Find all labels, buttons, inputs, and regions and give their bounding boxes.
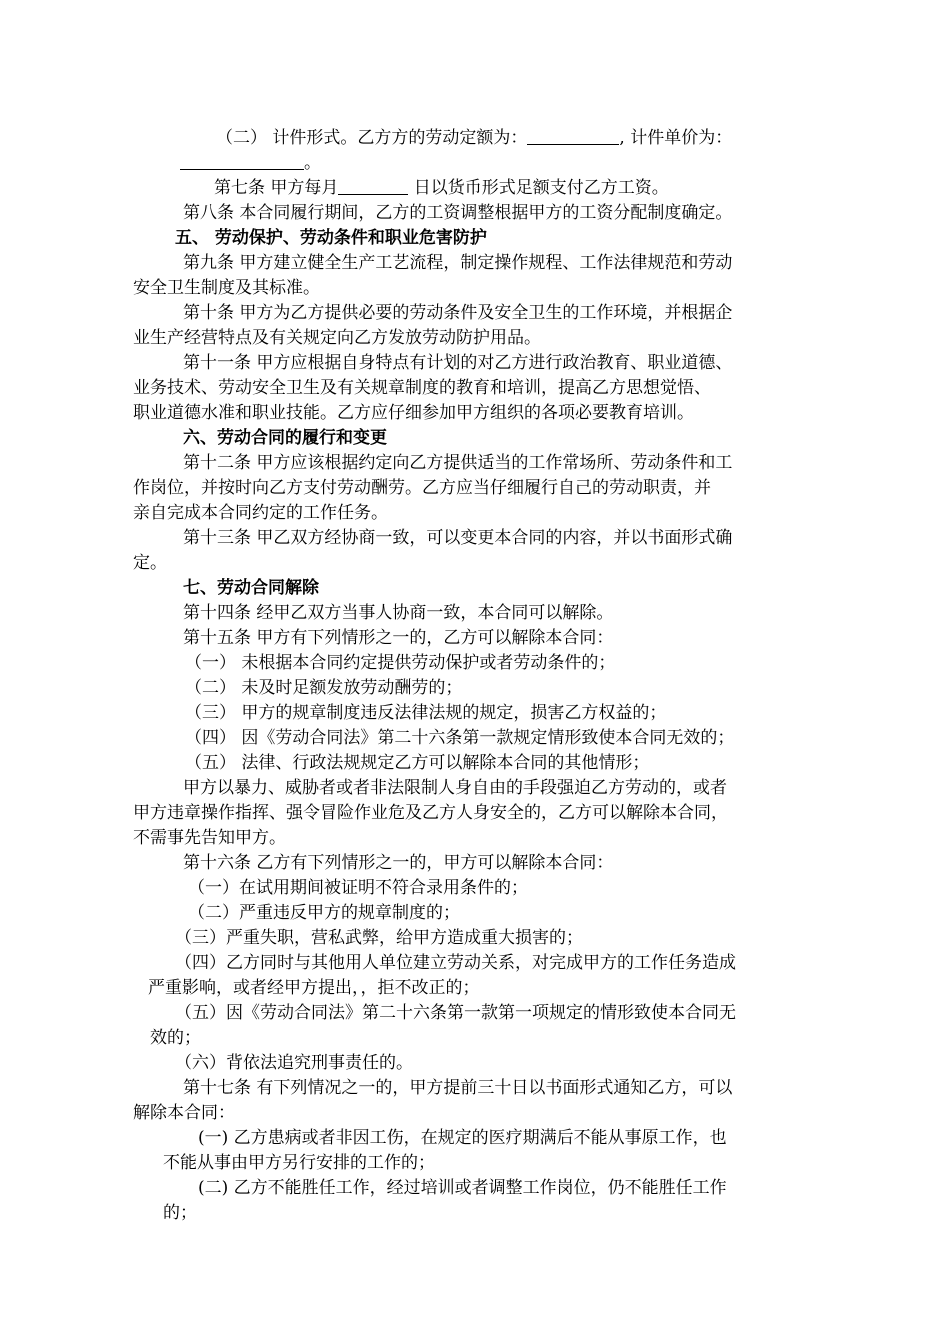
paragraph-line: 第十六条 乙方有下列情形之一的，甲方可以解除本合同：: [183, 853, 614, 873]
paragraph-line: 甲方违章操作指挥、强令冒险作业危及乙方人身安全的，乙方可以解除本合同，: [133, 803, 728, 823]
section-heading: 七、劳动合同解除: [183, 578, 319, 598]
paragraph-line: 第九条 甲方建立健全生产工艺流程，制定操作规程、工作法律规范和劳动: [183, 253, 733, 273]
text: 第七条 甲方每月: [214, 178, 339, 198]
section-heading: 六、劳动合同的履行和变更: [183, 428, 387, 448]
paragraph-line: 第十条 甲方为乙方提供必要的劳动条件及安全卫生的工作环境，并根据企: [183, 303, 733, 323]
paragraph-line: 第十二条 甲方应该根据约定向乙方提供适当的工作常场所、劳动条件和工: [183, 453, 733, 473]
list-item: （五）因《劳动合同法》第二十六条第一款第一项规定的情形致使本合同无: [175, 1003, 736, 1023]
paragraph-line: 第十七条 有下列情况之一的，甲方提前三十日以书面形式通知乙方，可以: [183, 1078, 733, 1098]
text: , 计件单价为：: [619, 128, 733, 148]
paragraph-line: 第十一条 甲方应根据自身特点有计划的对乙方进行政治教育、职业道德、: [183, 353, 733, 373]
list-item: （一） 未根据本合同约定提供劳动保护或者劳动条件的；: [185, 653, 616, 673]
paragraph-line: 不需事先告知甲方。: [133, 828, 286, 848]
paragraph-line: [214, 176, 669, 201]
paragraph-line: 职业道德水准和职业技能。乙方应仔细参加甲方组织的各项必要教育培训。: [133, 403, 694, 423]
list-item: （二）严重违反甲方的规章制度的；: [188, 903, 460, 923]
paragraph-line: 第十四条 经甲乙双方当事人协商一致，本合同可以解除。: [183, 603, 614, 623]
paragraph-line: 第八条 本合同履行期间，乙方的工资调整根据甲方的工资分配制度确定。: [183, 203, 733, 223]
list-item: 效的；: [150, 1028, 201, 1048]
paragraph-line: 业生产经营特点及有关规定向乙方发放劳动防护用品。: [133, 328, 541, 348]
paragraph-line: [216, 126, 732, 151]
list-item: （四） 因《劳动合同法》第二十六条第一款规定情形致使本合同无效的；: [185, 728, 735, 748]
fill-blank: [180, 152, 304, 170]
text: （二） 计件形式。乙方方的劳动定额为：: [216, 128, 528, 148]
list-item: （一）在试用期间被证明不符合录用条件的；: [188, 878, 528, 898]
paragraph-line: 业务技术、劳动安全卫生及有关规章制度的教育和培训，提高乙方思想觉悟、: [133, 378, 711, 398]
list-item: (二) 乙方不能胜任工作，经过培训或者调整工作岗位，仍不能胜任工作: [198, 1178, 727, 1198]
paragraph-line: 作岗位，并按时向乙方支付劳动酬劳。乙方应当仔细履行自己的劳动职责，并: [133, 478, 711, 498]
list-item: （五） 法律、行政法规规定乙方可以解除本合同的其他情形；: [185, 753, 650, 773]
list-item: 的；: [163, 1203, 197, 1223]
paragraph-line: 第十五条 甲方有下列情形之一的，乙方可以解除本合同：: [183, 628, 614, 648]
paragraph-line: 第十三条 甲乙双方经协商一致，可以变更本合同的内容，并以书面形式确: [183, 528, 733, 548]
list-item: （四）乙方同时与其他用人单位建立劳动关系，对完成甲方的工作任务造成: [175, 953, 736, 973]
paragraph-line: 安全卫生制度及其标准。: [133, 278, 320, 298]
list-item: (一) 乙方患病或者非因工伤，在规定的医疗期满后不能从事原工作，也: [198, 1128, 727, 1148]
paragraph-line: 亲自完成本合同约定的工作任务。: [133, 503, 388, 523]
list-item: 严重影响，或者经甲方提出，，拒不改正的；: [148, 978, 480, 998]
paragraph-line: 甲方以暴力、威胁者或者非法限制人身自由的手段强迫乙方劳动的，或者: [183, 778, 727, 798]
list-item: （二） 未及时足额发放劳动酬劳的；: [185, 678, 463, 698]
paragraph-line: 解除本合同：: [133, 1103, 235, 1123]
text: 日以货币形式足额支付乙方工资。: [408, 178, 669, 198]
list-item: （三） 甲方的规章制度违反法律法规的规定，损害乙方权益的；: [185, 703, 667, 723]
list-item: （三）严重失职，营私武弊，给甲方造成重大损害的；: [175, 928, 583, 948]
paragraph-line: 定。: [133, 553, 167, 573]
list-item: （六）背依法追究刑事责任的。: [175, 1053, 413, 1073]
text: 。: [304, 153, 321, 173]
section-heading: 五、 劳动保护、劳动条件和职业危害防护: [175, 228, 487, 248]
paragraph-line: [180, 151, 321, 176]
list-item: 不能从事由甲方另行安排的工作的；: [163, 1153, 435, 1173]
fill-blank: [527, 127, 619, 145]
fill-blank: [338, 177, 408, 195]
